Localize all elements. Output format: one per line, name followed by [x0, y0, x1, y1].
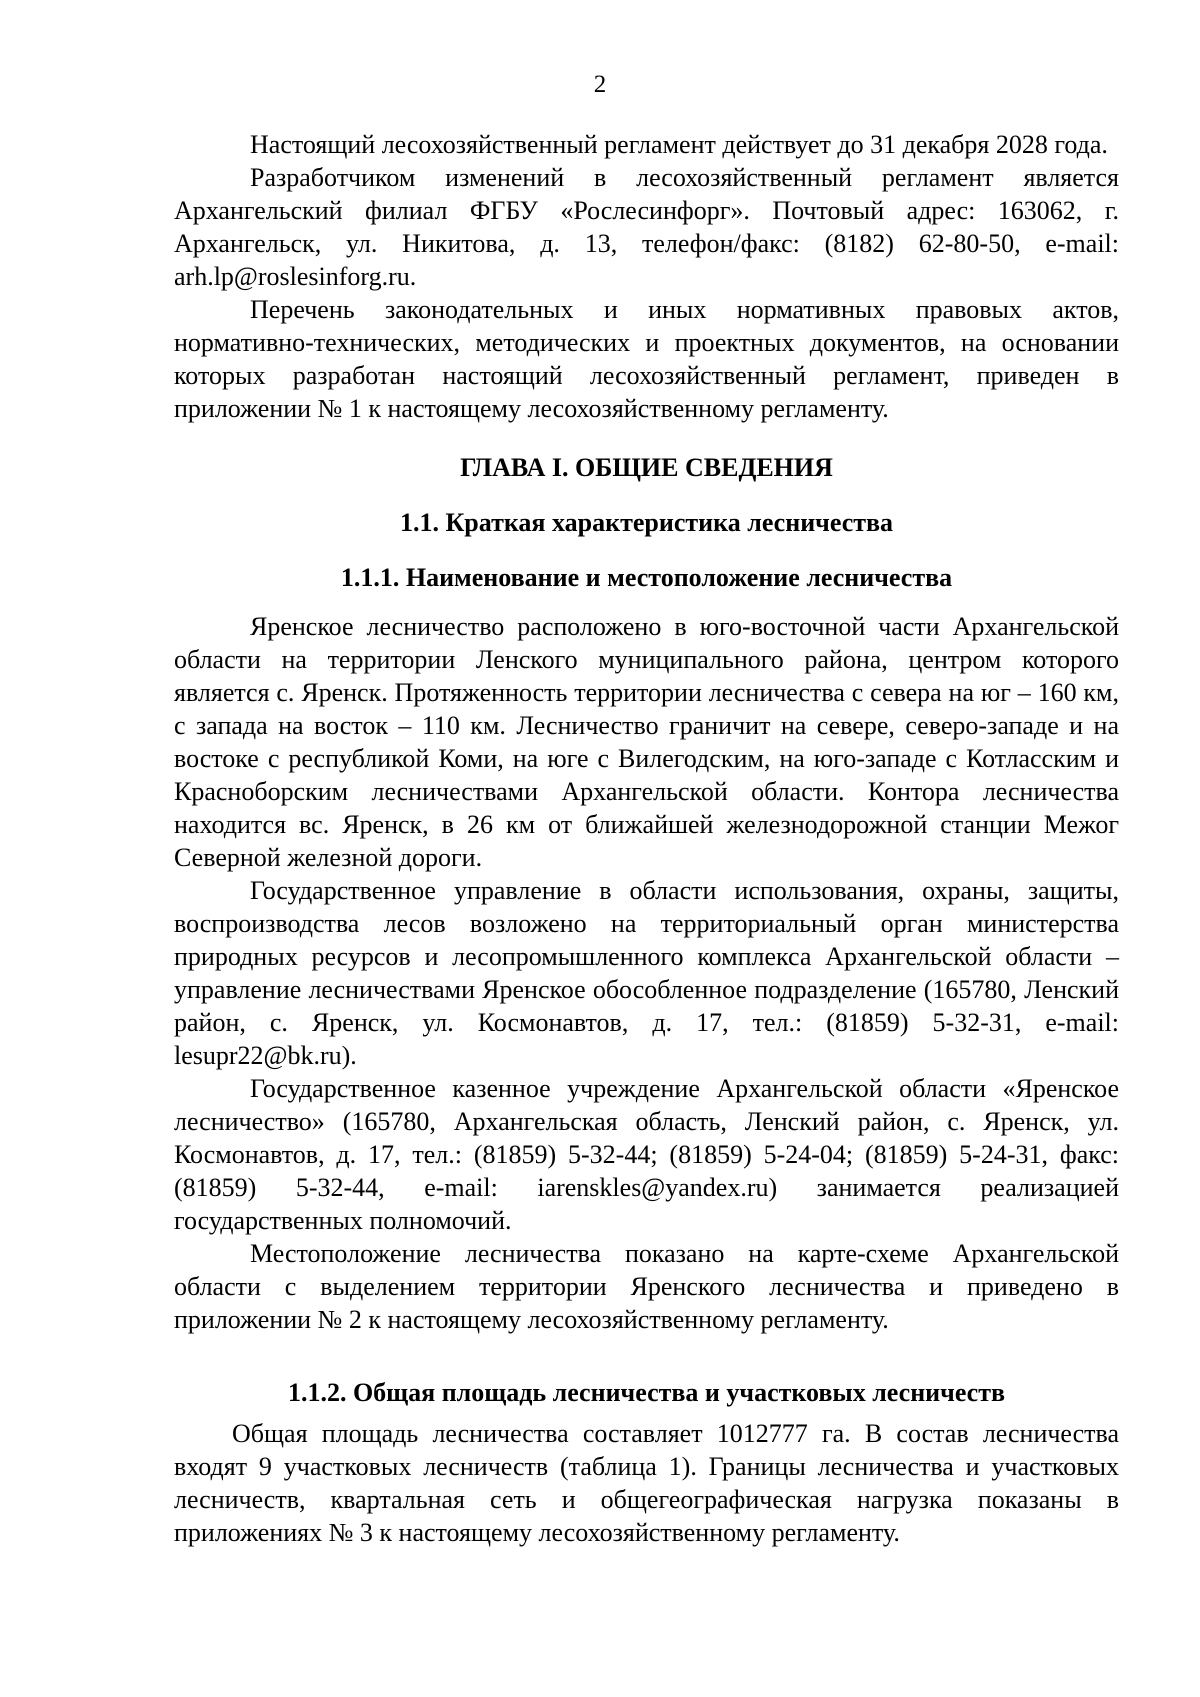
chapter-title: ГЛАВА I. ОБЩИЕ СВЕДЕНИЯ: [460, 453, 833, 482]
intro-paragraph-developer: Разработчиком изменений в лесохозяйственный регламент является Архангельский филиал ФГБУ «Рослесинфорг». Почтовый адрес: 163062, г. Архангельск, ул. Никитова, д. 13, телефон/факс: (8182) 62-80-50, e-mail: arh.lp@roslesinforg.ru.: [174, 163, 1119, 291]
subsection-title-1-1-1: 1.1.1. Наименование и местоположение лесничества: [340, 563, 953, 592]
paragraph-location: Яренское лесничество расположено в юго-восточной части Архангельской области на территории Ленского муниципального района, центром которого является с. Яренск. Протяженность территории лесничества с севера на юг – 160 км, с запада на восток – 110 км. Лесничество граничит на севере, северо-западе и на востоке с республикой Коми, на юге с Вилегодским, на юго-западе с Котласским и Красноборским лесничествами Архангельской области. Контора лесничества находится вс. Яренск, в 26 км от ближайшей железнодорожной станции Межог Северной железной дороги.: [174, 612, 1119, 872]
paragraph-state-management: Государственное управление в области использования, охраны, защиты, воспроизводства лесов возложено на территориальный орган министерства природных ресурсов и лесопромышленного комплекса Архангельской области – управление лесничествами Яренское обособленное подразделение (165780, Ленский район, с. Яренск, ул. Космонавтов, д. 17, тел.: (81859) 5-32-31, e-mail: lesupr22@bk.ru).: [174, 876, 1119, 1070]
intro-paragraph-validity: Настоящий лесохозяйственный регламент действует до 31 декабря 2028 года.: [250, 130, 1108, 159]
paragraph-map-reference: Местоположение лесничества показано на карте-схеме Архангельской области с выделением территории Яренского лесничества и приведено в приложении № 2 к настоящему лесохозяйственному регламенту.: [174, 1239, 1119, 1334]
section-title-1-1: 1.1. Краткая характеристика лесничества: [399, 508, 894, 537]
intro-paragraph-legal-acts: Перечень законодательных и иных нормативных правовых актов, нормативно-технических, методических и проектных документов, на основании которых разработан настоящий лесохозяйственный регламент, приведен в приложении № 1 к настоящему лесохозяйственному регламенту.: [174, 295, 1119, 423]
subsection-title-1-1-2: 1.1.2. Общая площадь лесничества и участковых лесничеств: [287, 1378, 1006, 1407]
paragraph-total-area: Общая площадь лесничества составляет 1012777 га. В состав лесничества входят 9 участковых лесничеств (таблица 1). Границы лесничества и участковых лесничеств, квартальная сеть и общегеографическая нагрузка показаны в приложениях № 3 к настоящему лесохозяйственному регламенту.: [174, 1419, 1119, 1547]
document-body: [174, 128, 1119, 1549]
page-number: 2: [593, 71, 607, 98]
paragraph-state-institution: Государственное казенное учреждение Архангельской области «Яренское лесничество» (165780, Архангельская область, Ленский район, с. Яренск, ул. Космонавтов, д. 17, тел.: (81859) 5-32-44; (81859) 5-24-04; (81859) 5-24-31, факс: (81859) 5-32-44, e-mail: iarenskles@yandex.ru) занимается реализацией государственных полномочий.: [174, 1074, 1119, 1235]
